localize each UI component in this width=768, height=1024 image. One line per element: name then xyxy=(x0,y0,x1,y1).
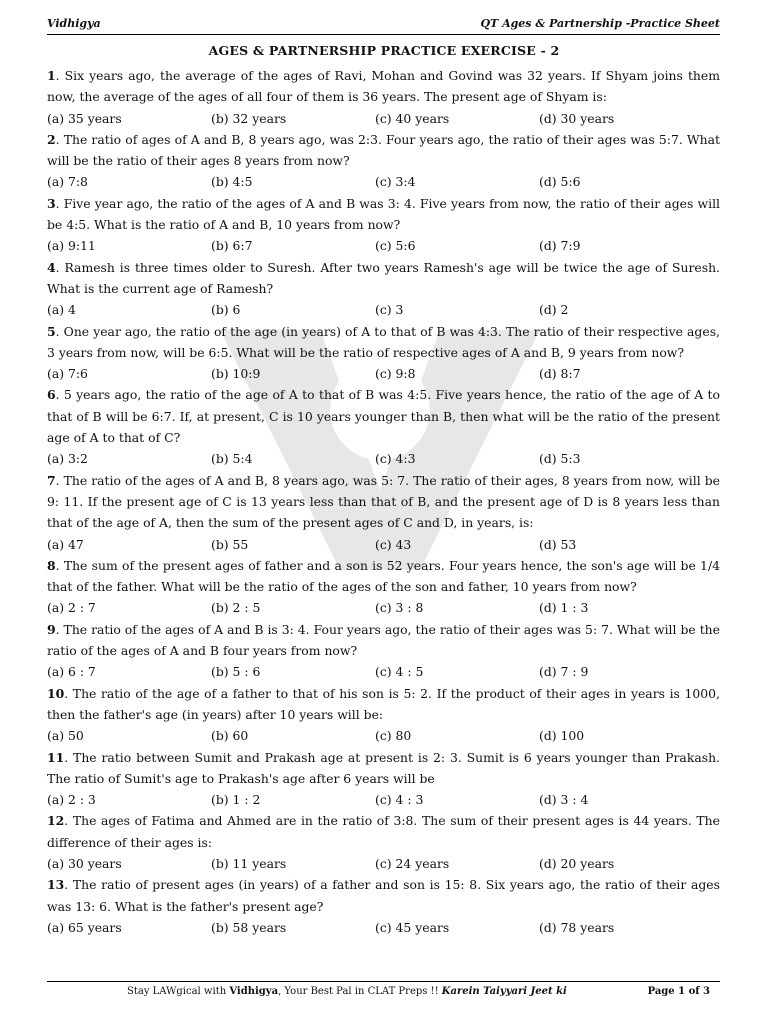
question-text xyxy=(47,747,720,790)
header-sheet-title: QT Ages & Partnership -Practice Sheet xyxy=(480,17,720,30)
page-footer xyxy=(47,981,720,1004)
question-item xyxy=(47,747,720,811)
question-item xyxy=(47,810,720,874)
answer-option: (d) 78 years xyxy=(539,919,615,935)
question-body: . The sum of the present ages of father and a son is 52 years. Four years hence, the son's age will be 1/4 that of the father. What will be the ratio of the ages of the son and father, 10 years from now? xyxy=(47,557,720,595)
question-number: 7 xyxy=(47,472,56,488)
answer-option: (b) 6:7 xyxy=(211,238,253,254)
question-number: 13 xyxy=(47,877,65,893)
answer-option: (d) 1 : 3 xyxy=(539,600,589,616)
question-body: . The ratio of present ages (in years) of a father and son is 15: 8. Six years ago, the ratio of their ages was 13: 6. What is the father's present age? xyxy=(47,877,720,914)
answer-option: (b) 10:9 xyxy=(211,366,261,382)
answer-option: (d) 5:3 xyxy=(539,451,581,467)
question-number: 1 xyxy=(47,68,56,83)
question-body: . The ratio of the ages of A and B, 8 years ago, was 5: 7. The ratio of their ages, 8 years from now, will be 9: 11. If the present age of C is 13 years less than that of B, and the present age of D is 8 years less than that of the age of A, then the sum of the present ages of C and D, in years, is: xyxy=(47,472,720,531)
answer-option: (a) 35 years xyxy=(47,110,122,126)
answer-option: (c) 3:4 xyxy=(375,174,416,190)
question-item xyxy=(47,65,720,129)
answer-option: (d) 7:9 xyxy=(539,238,581,254)
answer-option: (b) 5 : 6 xyxy=(211,664,261,680)
question-number: 11 xyxy=(47,749,65,765)
footer-brand: Vidhigya xyxy=(229,986,279,997)
answer-option: (b) 58 years xyxy=(211,919,287,935)
question-body: . The ratio of ages of A and B, 8 years ago, was 2:3. Four years ago, the ratio of their ages was 5:7. What will be the ratio of their ages 8 years from now? xyxy=(47,131,720,169)
question-text xyxy=(47,619,720,662)
question-text xyxy=(47,384,720,448)
answer-options xyxy=(47,661,720,682)
question-body: . 5 years ago, the ratio of the age of A to that of B was 4:5. Five years hence, the ratio of the age of A to that of B will be 6:7. If, at present, C is 10 years younger than B, then what will be the ratio of the present age of A to that of C? xyxy=(47,387,720,446)
footer-text-pre: Stay LAWgical with xyxy=(127,986,230,997)
answer-option: (a) 65 years xyxy=(47,919,122,935)
answer-option: (d) 53 xyxy=(539,536,577,552)
question-number: 5 xyxy=(47,323,56,339)
answer-option: (a) 2 : 7 xyxy=(47,600,96,616)
answer-option: (a) 50 xyxy=(47,728,84,744)
answer-option: (a) 7:8 xyxy=(47,174,88,190)
answer-option: (a) 2 : 3 xyxy=(47,792,96,808)
question-body: . The ratio between Sumit and Prakash age at present is 2: 3. Sumit is 6 years younger than Prakash. The ratio of Sumit's age to Prakash's age after 6 years will be xyxy=(47,749,720,786)
answer-option: (b) 5:4 xyxy=(211,451,253,467)
answer-option: (c) 4 : 5 xyxy=(375,664,424,680)
answer-option: (c) 45 years xyxy=(375,919,450,935)
question-number: 9 xyxy=(47,621,56,637)
answer-option: (c) 80 xyxy=(375,728,412,744)
question-body: . Six years ago, the average of the ages of Ravi, Mohan and Govind was 32 years. If Shyam joins them now, the average of the ages of all four of them is 36 years. The present age of Shyam is: xyxy=(47,68,720,105)
question-text xyxy=(47,257,720,300)
answer-option: (c) 3 : 8 xyxy=(375,600,424,616)
answer-option: (d) 100 xyxy=(539,728,585,744)
header-brand: Vidhigya xyxy=(47,17,101,30)
question-text xyxy=(47,555,720,598)
answer-option: (d) 7 : 9 xyxy=(539,664,589,680)
answer-options xyxy=(47,725,720,746)
answer-option: (c) 3 xyxy=(375,302,404,318)
question-text xyxy=(47,470,720,534)
answer-options xyxy=(47,597,720,618)
answer-option: (c) 40 years xyxy=(375,110,450,126)
answer-option: (c) 24 years xyxy=(375,855,450,871)
answer-option: (b) 6 xyxy=(211,302,241,318)
answer-option: (a) 4 xyxy=(47,302,76,318)
question-item xyxy=(47,874,720,938)
answer-options xyxy=(47,235,720,256)
answer-option: (d) 3 : 4 xyxy=(539,792,589,808)
answer-option: (a) 47 xyxy=(47,536,84,552)
footer-slogan: Karein Taiyyari Jeet ki xyxy=(441,986,567,997)
answer-option: (c) 4 : 3 xyxy=(375,792,424,808)
question-item xyxy=(47,193,720,257)
answer-option: (a) 30 years xyxy=(47,855,122,871)
question-item xyxy=(47,384,720,469)
question-number: 8 xyxy=(47,557,56,573)
question-text xyxy=(47,810,720,853)
page-title: AGES & PARTNERSHIP PRACTICE EXERCISE - 2 xyxy=(208,43,560,58)
question-body: . The ratio of the age of a father to that of his son is 5: 2. If the product of their ages in years is 1000, then the father's age (in years) after 10 years will be: xyxy=(47,685,720,722)
answer-option: (b) 32 years xyxy=(211,110,287,126)
answer-options xyxy=(47,789,720,810)
answer-option: (d) 20 years xyxy=(539,855,615,871)
answer-option: (c) 9:8 xyxy=(375,366,416,382)
answer-option: (b) 4:5 xyxy=(211,174,253,190)
question-text xyxy=(47,683,720,726)
question-item xyxy=(47,129,720,193)
question-item xyxy=(47,257,720,321)
question-body: . The ratio of the ages of A and B is 3: 4. Four years ago, the ratio of their ages was 5: 7. What will be the ratio of the ages of A and B four years from now? xyxy=(47,621,720,659)
answer-option: (d) 5:6 xyxy=(539,174,581,190)
footer-text-mid: , Your Best Pal in CLAT Preps !! xyxy=(278,986,442,997)
question-text xyxy=(47,193,720,236)
answer-option: (b) 11 years xyxy=(211,855,287,871)
question-text xyxy=(47,65,720,108)
answer-options xyxy=(47,108,720,129)
page-header xyxy=(47,14,720,35)
answer-options xyxy=(47,363,720,384)
question-number: 10 xyxy=(47,685,65,701)
question-text xyxy=(47,321,720,364)
footer-tagline xyxy=(127,986,567,997)
answer-option: (c) 5:6 xyxy=(375,238,416,254)
answer-option: (d) 8:7 xyxy=(539,366,581,382)
question-item xyxy=(47,619,720,683)
question-text xyxy=(47,129,720,172)
answer-options xyxy=(47,853,720,874)
question-number: 3 xyxy=(47,195,56,211)
question-number: 6 xyxy=(47,387,56,403)
question-number: 4 xyxy=(47,259,56,275)
question-item xyxy=(47,470,720,555)
answer-option: (c) 4:3 xyxy=(375,451,416,467)
question-body: . One year ago, the ratio of the age (in years) of A to that of B was 4:3. The ratio of their respective ages, 3 years from now, will be 6:5. What will be the ratio of respective ages of A and B, 9 years from now? xyxy=(47,323,720,360)
answer-option: (a) 9:11 xyxy=(47,238,96,254)
answer-option: (a) 6 : 7 xyxy=(47,664,96,680)
question-item xyxy=(47,321,720,385)
answer-option: (b) 60 xyxy=(211,728,249,744)
question-number: 2 xyxy=(47,131,56,147)
question-body: . Five year ago, the ratio of the ages of A and B was 3: 4. Five years from now, the ratio of their ages will be 4:5. What is the ratio of A and B, 10 years from now? xyxy=(47,195,720,233)
answer-option: (a) 7:6 xyxy=(47,366,88,382)
answer-options xyxy=(47,917,720,938)
question-item xyxy=(47,555,720,619)
question-body: . The ages of Fatima and Ahmed are in the ratio of 3:8. The sum of their present ages is 44 years. The difference of their ages is: xyxy=(47,813,720,850)
question-body: . Ramesh is three times older to Suresh. After two years Ramesh's age will be twice the age of Suresh. What is the current age of Ramesh? xyxy=(47,259,720,296)
answer-options xyxy=(47,299,720,320)
question-item xyxy=(47,683,720,747)
answer-option: (b) 1 : 2 xyxy=(211,792,261,808)
answer-option: (b) 55 xyxy=(211,536,249,552)
answer-options xyxy=(47,448,720,469)
answer-options xyxy=(47,534,720,555)
question-number: 12 xyxy=(47,813,65,829)
answer-option: (c) 43 xyxy=(375,536,412,552)
answer-options xyxy=(47,171,720,192)
answer-option: (d) 2 xyxy=(539,302,569,318)
answer-option: (a) 3:2 xyxy=(47,451,88,467)
question-text xyxy=(47,874,720,917)
answer-option: (d) 30 years xyxy=(539,110,615,126)
page-number: Page 1 of 3 xyxy=(647,986,710,997)
question-list xyxy=(47,65,720,938)
answer-option: (b) 2 : 5 xyxy=(211,600,261,616)
